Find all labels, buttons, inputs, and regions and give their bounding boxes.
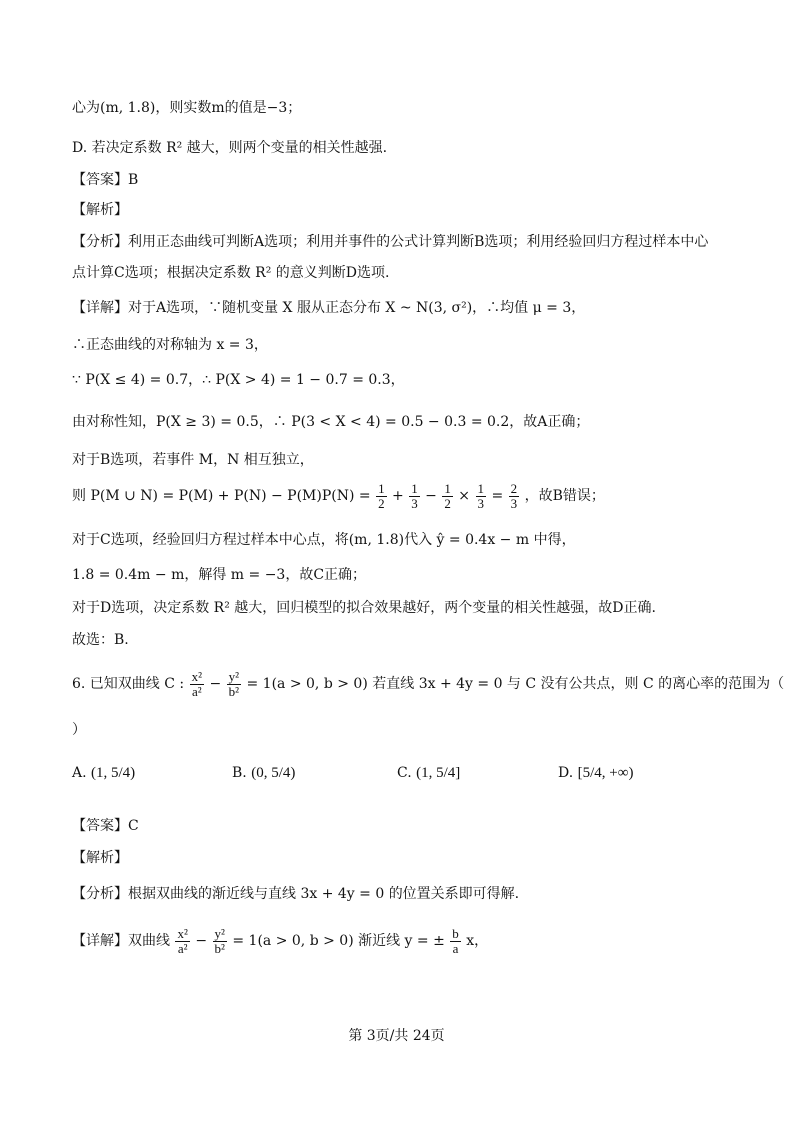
detail-line-9: 对于D选项，决定系数 R² 越大，回归模型的拟合效果越好，两个变量的相关性越强，故D正确.: [72, 600, 656, 616]
fraction: $\frac{1}{3}$: [411, 480, 418, 511]
detail-line-4: 由对称性知，P(X ≥ 3) = 0.5，∴ P(3 < X < 4) = 0.5 − 0.3 = 0.2，故A正确；: [72, 414, 590, 430]
detail-line-2: ∴正态曲线的对称轴为 x = 3，: [72, 337, 268, 353]
conclusion: 故选：B.: [72, 632, 129, 648]
option-b: B. (0, 5/4): [232, 765, 296, 781]
question-6-close: ）: [72, 722, 86, 738]
fraction: $\frac{1}{2}$: [444, 480, 451, 511]
text-line: 心为(m, 1.8)，则实数m的值是−3；: [72, 100, 302, 116]
question-6: 6. 已知双曲线 C : $\frac{\text{x²}}{\text{a²}}$ − $\frac{\text{y²}}{\text{b²}}$ = 1(a > 0, b > 0) 若直线 3x + 4y = 0 与 C 没有公共点，则 C 的离心率的范围为（: [72, 668, 785, 699]
fraction: $\frac{1}{3}$: [477, 480, 484, 511]
answer-label: 【答案】B: [72, 172, 139, 188]
detail-hyperbola: 【详解】双曲线 $\frac{\text{x²}}{\text{a²}}$ − $\frac{\text{y²}}{\text{b²}}$ = 1(a > 0, b > 0) 渐近线 y = ± $\frac{b}{a}$ x，: [72, 925, 489, 956]
option-a: A. (1, 5/4): [72, 765, 136, 781]
analysis-text-2: 点计算C选项；根据决定系数 R² 的意义判断D选项.: [72, 265, 390, 281]
analysis-heading: 【解析】: [72, 202, 128, 218]
analysis-heading: 【解析】: [72, 850, 128, 866]
detail-line-8: 1.8 = 0.4m − m，解得 m = −3，故C正确；: [72, 567, 367, 583]
option-c: C. (1, 5/4]: [397, 765, 461, 781]
fraction: $\frac{\text{y²}}{\text{b²}}$: [228, 668, 240, 699]
fraction: $\frac{\text{y²}}{\text{b²}}$: [214, 925, 225, 956]
option-d-statement: D. 若决定系数 R² 越大，则两个变量的相关性越强.: [72, 140, 388, 156]
detail-line-7: 对于C选项，经验回归方程过样本中心点，将(m, 1.8)代入 ŷ = 0.4x − m 中得，: [72, 532, 576, 548]
fraction: $\frac{\text{x²}}{\text{a²}}$: [191, 668, 202, 699]
analysis-text: 【分析】根据双曲线的渐近线与直线 3x + 4y = 0 的位置关系即可得解.: [72, 886, 520, 902]
detail-line-5: 对于B选项，若事件 M，N 相互独立，: [72, 452, 314, 468]
option-d: D. [5/4, +∞): [558, 765, 634, 781]
detail-line-1: 【详解】对于A选项，∵随机变量 X 服从正态分布 X ~ N(3, σ²)，∴均值 μ = 3，: [72, 300, 586, 316]
answer-label: 【答案】C: [72, 818, 139, 834]
fraction: $\frac{1}{2}$: [378, 480, 385, 511]
fraction: $\frac{2}{3}$: [510, 480, 518, 511]
analysis-text-1: 【分析】利用正态曲线可判断A选项；利用并事件的公式计算判断B选项；利用经验回归方程过样本中心: [72, 234, 709, 250]
fraction: $\frac{\text{x²}}{\text{a²}}$: [177, 925, 188, 956]
detail-line-6: 则 P(M ∪ N) = P(M) + P(N) − P(M)P(N) = $\frac{1}{2}$ + $\frac{1}{3}$ − $\frac{1}{2}$ × $\frac{1}{3}$ = $\frac{2}{3}$ ，故B错误；: [72, 480, 605, 511]
fraction: $\frac{b}{a}$: [452, 925, 459, 956]
detail-line-3: ∵ P(X ≤ 4) = 0.7，∴ P(X > 4) = 1 − 0.7 = 0.3，: [72, 372, 405, 388]
page-footer: 第 3页/共 24页: [348, 1028, 445, 1044]
